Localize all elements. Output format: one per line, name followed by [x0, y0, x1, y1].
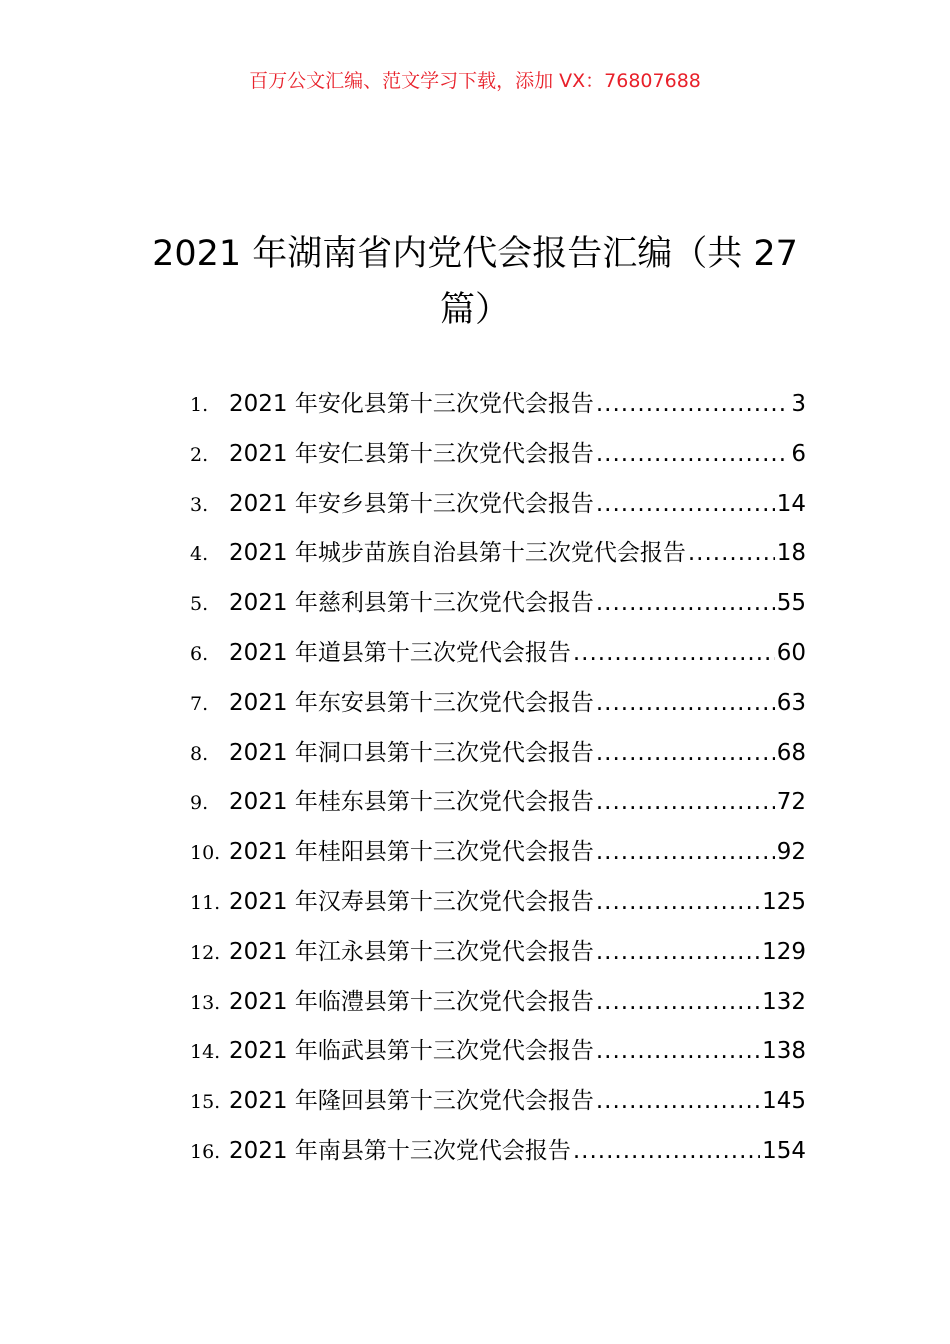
toc-dot-leader — [596, 480, 775, 530]
toc-entry-number: 8. — [190, 742, 209, 765]
toc-dot-leader — [596, 1027, 760, 1077]
toc-entry[interactable] — [190, 1127, 806, 1177]
toc-entry-page: 145 — [762, 1088, 806, 1115]
toc-entry-number: 9. — [190, 792, 209, 815]
toc-dot-leader — [596, 778, 775, 828]
toc-entry[interactable] — [190, 629, 806, 679]
toc-entry-title: 2021 年江永县第十三次党代会报告 — [229, 938, 594, 965]
toc-entry-page: 138 — [762, 1038, 806, 1065]
toc-entry[interactable] — [190, 380, 806, 430]
toc-dot-leader — [596, 430, 790, 480]
toc-entry[interactable] — [190, 480, 806, 530]
toc-entry-title: 2021 年安化县第十三次党代会报告 — [229, 391, 594, 417]
toc-entry-number: 6. — [190, 642, 209, 665]
toc-dot-leader — [596, 679, 775, 729]
toc-entry-page: 6 — [791, 440, 806, 467]
toc-entry-title: 2021 年临澧县第十三次党代会报告 — [229, 988, 594, 1015]
toc-entry[interactable] — [190, 1027, 806, 1077]
toc-entry-number: 7. — [190, 692, 209, 715]
toc-entry-title: 2021 年安仁县第十三次党代会报告 — [229, 440, 594, 467]
toc-entry-title: 2021 年桂东县第十三次党代会报告 — [229, 789, 594, 816]
table-of-contents — [190, 380, 806, 1177]
toc-dot-leader — [688, 529, 775, 579]
toc-entry-number: 12. — [190, 941, 221, 964]
toc-entry-number: 13. — [190, 991, 221, 1014]
toc-entry-page: 92 — [776, 839, 806, 866]
toc-entry-number: 1. — [190, 394, 209, 416]
toc-entry-number: 3. — [190, 493, 209, 516]
header-note: 百万公文汇编、范文学习下载，添加 VX：76807688 — [249, 70, 701, 92]
toc-entry-page: 154 — [762, 1137, 806, 1164]
toc-entry[interactable] — [190, 978, 806, 1028]
toc-entry-title: 2021 年道县第十三次党代会报告 — [229, 639, 571, 666]
toc-entry-number: 10. — [190, 842, 221, 865]
toc-entry-title: 2021 年城步苗族自治县第十三次党代会报告 — [229, 540, 686, 567]
toc-entry-number: 2. — [190, 443, 209, 466]
toc-dot-leader — [596, 978, 760, 1028]
toc-entry-title: 2021 年南县第十三次党代会报告 — [229, 1137, 571, 1164]
toc-entry-page: 18 — [776, 540, 806, 567]
toc-entry[interactable] — [190, 1077, 806, 1127]
toc-dot-leader — [596, 579, 775, 629]
toc-entry-page: 129 — [762, 938, 806, 965]
toc-dot-leader — [573, 1127, 760, 1177]
toc-dot-leader — [596, 380, 790, 430]
toc-entry-title: 2021 年安乡县第十三次党代会报告 — [229, 490, 594, 517]
toc-entry-number: 15. — [190, 1091, 221, 1114]
toc-entry[interactable] — [190, 729, 806, 779]
toc-entry-title: 2021 年隆回县第十三次党代会报告 — [229, 1088, 594, 1115]
toc-entry-page: 68 — [776, 739, 806, 766]
toc-entry-number: 4. — [190, 543, 209, 566]
toc-entry[interactable] — [190, 928, 806, 978]
toc-entry-number: 16. — [190, 1140, 221, 1163]
toc-dot-leader — [573, 629, 775, 679]
toc-dot-leader — [596, 928, 760, 978]
toc-dot-leader — [596, 1077, 760, 1127]
toc-entry-page: 63 — [776, 689, 806, 716]
toc-entry[interactable] — [190, 778, 806, 828]
document-title: 2021 年湖南省内党代会报告汇编（共 27 篇） — [152, 234, 798, 330]
toc-entry-title: 2021 年汉寿县第十三次党代会报告 — [229, 888, 594, 915]
toc-entry-page: 55 — [776, 590, 806, 617]
toc-entry-title: 2021 年桂阳县第十三次党代会报告 — [229, 839, 594, 866]
toc-entry-number: 5. — [190, 593, 209, 616]
toc-entry[interactable] — [190, 529, 806, 579]
toc-dot-leader — [596, 729, 775, 779]
toc-entry-page: 72 — [776, 789, 806, 816]
toc-entry[interactable] — [190, 828, 806, 878]
toc-entry-title: 2021 年东安县第十三次党代会报告 — [229, 689, 594, 716]
toc-entry-title: 2021 年临武县第十三次党代会报告 — [229, 1038, 594, 1065]
toc-dot-leader — [596, 878, 760, 928]
toc-entry-page: 3 — [791, 391, 806, 417]
toc-entry-page: 60 — [776, 639, 806, 666]
toc-entry-title: 2021 年慈利县第十三次党代会报告 — [229, 590, 594, 617]
toc-entry-title: 2021 年洞口县第十三次党代会报告 — [229, 739, 594, 766]
toc-entry-page: 132 — [762, 988, 806, 1015]
toc-entry[interactable] — [190, 430, 806, 480]
toc-entry[interactable] — [190, 579, 806, 629]
toc-entry-number: 11. — [190, 891, 221, 914]
toc-entry-page: 125 — [762, 888, 806, 915]
toc-entry-number: 14. — [190, 1041, 221, 1064]
toc-entry[interactable] — [190, 878, 806, 928]
toc-entry[interactable] — [190, 679, 806, 729]
toc-entry-page: 14 — [776, 490, 806, 517]
toc-dot-leader — [596, 828, 775, 878]
